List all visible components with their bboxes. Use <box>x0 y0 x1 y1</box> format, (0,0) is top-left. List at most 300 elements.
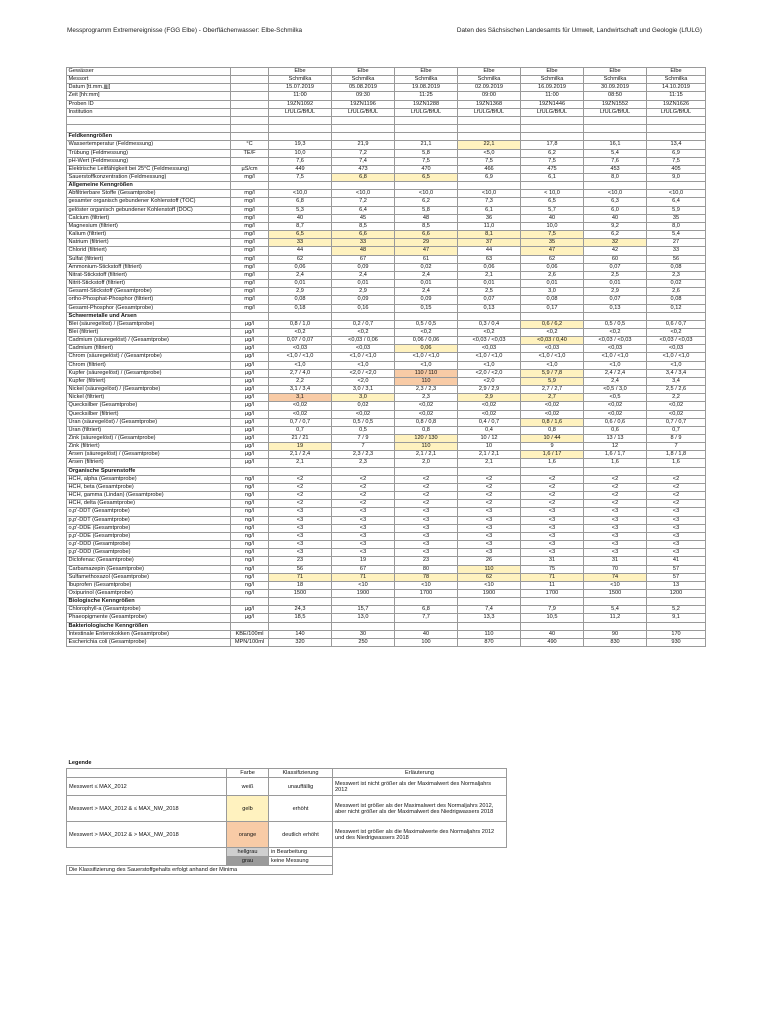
parameter-label: Zink (säuregelöst) / (Gesamtprobe) <box>67 435 231 443</box>
legend-table <box>66 757 507 875</box>
value-cell: 0,17 <box>521 304 584 312</box>
value-cell: LfULG/BfUL <box>458 108 521 116</box>
row-label: Gewässer <box>67 68 231 76</box>
parameter-label: Uran (säuregelöst) / (Gesamtprobe) <box>67 418 231 426</box>
value-cell: <3 <box>332 532 395 540</box>
unit-cell: mg/l <box>231 206 269 214</box>
value-cell: 74 <box>584 573 647 581</box>
value-cell: 5,2 <box>647 606 706 614</box>
value-cell: <2 <box>647 475 706 483</box>
value-cell: 0,02 <box>647 280 706 288</box>
parameter-label: Nickel (filtriert) <box>67 394 231 402</box>
value-cell: <3 <box>647 532 706 540</box>
value-cell: <3 <box>647 524 706 532</box>
value-cell: <3 <box>395 549 458 557</box>
value-cell: Schmilka <box>395 76 458 84</box>
value-cell: <3 <box>521 541 584 549</box>
value-cell: <0,03 <box>521 345 584 353</box>
value-cell: 14.10.2019 <box>647 84 706 92</box>
value-cell: <1,0 / <1,0 <box>521 353 584 361</box>
value-cell: 19ZN1368 <box>458 100 521 108</box>
section-title: Organische Spurenstoffe <box>67 467 231 475</box>
table-row <box>67 231 706 239</box>
value-cell: <0,03 / 0,40 <box>521 337 584 345</box>
value-cell: 120 / 130 <box>395 435 458 443</box>
row-label: Messort <box>67 76 231 84</box>
value-cell: 0,5 <box>332 426 395 434</box>
table-row <box>67 606 706 614</box>
value-cell: 71 <box>521 573 584 581</box>
value-cell: 19 <box>332 557 395 565</box>
parameter-label: Quecksilber (filtriert) <box>67 410 231 418</box>
value-cell: 2,4 / 2,4 <box>584 369 647 377</box>
value-cell: 0,06 <box>458 263 521 271</box>
table-row <box>67 328 706 336</box>
value-cell: LfULG/BfUL <box>521 108 584 116</box>
value-cell: 56 <box>647 255 706 263</box>
table-row <box>67 541 706 549</box>
value-cell: <0,2 <box>332 328 395 336</box>
value-cell: <3 <box>458 549 521 557</box>
value-cell: 19ZN1552 <box>584 100 647 108</box>
value-cell: 44 <box>269 247 332 255</box>
value-cell: <0,02 <box>647 410 706 418</box>
value-cell: <3 <box>584 541 647 549</box>
value-cell: <0,03 <box>269 345 332 353</box>
parameter-label: Ibuprofen (Gesamtprobe) <box>67 581 231 589</box>
section-title: Bakteriologische Kenngrößen <box>67 622 231 630</box>
value-cell: <3 <box>332 508 395 516</box>
value-cell: 35 <box>647 214 706 222</box>
legend-class: deutlich erhöht <box>269 822 333 848</box>
value-cell: 0,01 <box>269 280 332 288</box>
value-cell: 13,4 <box>647 141 706 149</box>
header-right: Daten des Sächsischen Landesamts für Umwelt, Landwirtschaft und Geologie (LfULG) <box>456 27 702 34</box>
value-cell: <0,02 <box>458 410 521 418</box>
value-cell: <0,02 <box>521 402 584 410</box>
unit-cell: µg/l <box>231 402 269 410</box>
value-cell: 6,6 <box>332 231 395 239</box>
value-cell: <3 <box>269 524 332 532</box>
value-cell: <3 <box>395 532 458 540</box>
parameter-label: Diclofenac (Gesamtprobe) <box>67 557 231 565</box>
unit-cell <box>231 76 269 84</box>
value-cell: 08:50 <box>584 92 647 100</box>
table-row <box>67 337 706 345</box>
legend-row <box>67 796 507 822</box>
value-cell: 2,1 / 2,1 <box>458 451 521 459</box>
section-header <box>67 312 706 320</box>
meta-row <box>67 68 706 76</box>
value-cell: 250 <box>332 638 395 646</box>
value-cell: Elbe <box>395 68 458 76</box>
value-cell: 5,8 <box>395 149 458 157</box>
parameter-label: p,p'-DDD (Gesamtprobe) <box>67 549 231 557</box>
value-cell: 6,3 <box>584 198 647 206</box>
value-cell: <2,0 <box>332 377 395 385</box>
unit-cell: mg/l <box>231 263 269 271</box>
value-cell: 11:25 <box>395 92 458 100</box>
value-cell: <2 <box>269 492 332 500</box>
value-cell: 0,18 <box>269 304 332 312</box>
parameter-label: Chrom (filtriert) <box>67 361 231 369</box>
parameter-label: Abfiltrierbare Stoffe (Gesamtprobe) <box>67 190 231 198</box>
value-cell: 0,01 <box>395 280 458 288</box>
table-row <box>67 222 706 230</box>
unit-cell <box>231 108 269 116</box>
value-cell: 2,9 <box>584 288 647 296</box>
value-cell: 30 <box>332 630 395 638</box>
value-cell: 6,5 <box>269 231 332 239</box>
value-cell: 3,4 / 3,4 <box>647 369 706 377</box>
value-cell: 21,1 <box>395 141 458 149</box>
value-cell: <2 <box>332 475 395 483</box>
value-cell: <2 <box>584 483 647 491</box>
value-cell: 0,5 / 0,5 <box>332 418 395 426</box>
value-cell: 12 <box>584 443 647 451</box>
value-cell: 7,5 <box>269 174 332 182</box>
unit-cell: µg/l <box>231 614 269 622</box>
value-cell: <10,0 <box>584 190 647 198</box>
value-cell: 24,3 <box>269 606 332 614</box>
value-cell: 18,5 <box>269 614 332 622</box>
value-cell: 7,2 <box>332 198 395 206</box>
value-cell: 3,0 / 3,1 <box>332 386 395 394</box>
value-cell: 0,16 <box>332 304 395 312</box>
unit-cell: mg/l <box>231 214 269 222</box>
value-cell: 6,6 <box>395 231 458 239</box>
table-row <box>67 483 706 491</box>
parameter-label: p,p'-DDT (Gesamtprobe) <box>67 516 231 524</box>
parameter-label: Kalium (filtriert) <box>67 231 231 239</box>
value-cell: 6,2 <box>395 198 458 206</box>
parameter-label: Kupfer (säuregelöst) / (Gesamtprobe) <box>67 369 231 377</box>
legend-class: in Bearbeitung <box>269 848 333 857</box>
value-cell: <10,0 <box>647 190 706 198</box>
legend-extra-row <box>67 848 507 857</box>
value-cell: 70 <box>584 565 647 573</box>
value-cell: 870 <box>458 638 521 646</box>
value-cell: 470 <box>395 165 458 173</box>
value-cell: 320 <box>269 638 332 646</box>
value-cell: 16,1 <box>584 141 647 149</box>
legend-extra-row <box>67 857 507 866</box>
value-cell: <0,03 / 0,06 <box>332 337 395 345</box>
table-row <box>67 345 706 353</box>
value-cell: 110 / 110 <box>395 369 458 377</box>
value-cell: 13 / 13 <box>584 435 647 443</box>
value-cell: 13,3 <box>458 614 521 622</box>
value-cell: 18 <box>269 581 332 589</box>
table-row <box>67 573 706 581</box>
value-cell: <2,0 / <2,0 <box>332 369 395 377</box>
value-cell: 6,1 <box>521 174 584 182</box>
value-cell: 61 <box>395 255 458 263</box>
value-cell: 5,4 <box>647 231 706 239</box>
value-cell: 0,09 <box>395 296 458 304</box>
value-cell: <2 <box>647 500 706 508</box>
parameter-label: Chlorid (filtriert) <box>67 247 231 255</box>
table-row <box>67 369 706 377</box>
value-cell: <2 <box>647 492 706 500</box>
value-cell: 33 <box>647 247 706 255</box>
value-cell: 2,5 <box>458 288 521 296</box>
value-cell: 2,9 / 2,9 <box>458 386 521 394</box>
table-row <box>67 386 706 394</box>
value-cell: 0,6 / 6,2 <box>521 320 584 328</box>
parameter-label: Zink (filtriert) <box>67 443 231 451</box>
value-cell: 19 <box>269 443 332 451</box>
unit-cell: µg/l <box>231 426 269 434</box>
value-cell: 6,8 <box>332 174 395 182</box>
value-cell: <10 <box>584 581 647 589</box>
value-cell: 19ZN1196 <box>332 100 395 108</box>
unit-cell: µg/l <box>231 377 269 385</box>
parameter-label: Arsen (säuregelöst) / (Gesamtprobe) <box>67 451 231 459</box>
table-row <box>67 508 706 516</box>
value-cell: 6,2 <box>521 149 584 157</box>
value-cell: 16.09.2019 <box>521 84 584 92</box>
value-cell: 3,0 <box>521 288 584 296</box>
unit-cell: ng/l <box>231 557 269 565</box>
value-cell: 7 / 9 <box>332 435 395 443</box>
value-cell: 02.09.2019 <box>458 84 521 92</box>
value-cell: 2,1 <box>458 271 521 279</box>
value-cell: 2,6 <box>647 288 706 296</box>
value-cell: 5,3 <box>269 206 332 214</box>
value-cell: <1,0 <box>521 361 584 369</box>
value-cell: 75 <box>521 565 584 573</box>
unit-cell: ng/l <box>231 573 269 581</box>
parameter-label: Elektrische Leitfähigkeit bei 25°C (Feldmessung) <box>67 165 231 173</box>
unit-cell: TE/F <box>231 149 269 157</box>
value-cell: 140 <box>269 630 332 638</box>
value-cell: <3 <box>521 508 584 516</box>
value-cell: 6,8 <box>269 198 332 206</box>
table-row <box>67 247 706 255</box>
value-cell: <10,0 <box>395 190 458 198</box>
value-cell: 2,9 <box>332 288 395 296</box>
value-cell: <5,0 <box>458 149 521 157</box>
parameter-label: pH-Wert (Feldmessung) <box>67 157 231 165</box>
value-cell: 05.08.2019 <box>332 84 395 92</box>
value-cell: 44 <box>458 247 521 255</box>
unit-cell: µg/l <box>231 459 269 467</box>
value-cell: <0,03 / <0,03 <box>584 337 647 345</box>
value-cell: <0,5 / 3,0 <box>584 386 647 394</box>
unit-cell: µg/l <box>231 410 269 418</box>
unit-cell: mg/l <box>231 271 269 279</box>
value-cell: 2,2 <box>647 394 706 402</box>
value-cell: <10,0 <box>269 190 332 198</box>
unit-cell: µg/l <box>231 443 269 451</box>
value-cell: 6,4 <box>332 206 395 214</box>
value-cell: 27 <box>647 239 706 247</box>
row-label: Institution <box>67 108 231 116</box>
value-cell: 10 / 12 <box>458 435 521 443</box>
value-cell: 7,5 <box>647 157 706 165</box>
value-cell: 40 <box>269 214 332 222</box>
value-cell: Schmilka <box>332 76 395 84</box>
value-cell: < 10,0 <box>521 190 584 198</box>
table-row <box>67 451 706 459</box>
value-cell: 0,7 <box>269 426 332 434</box>
value-cell: <0,02 <box>332 410 395 418</box>
value-cell: 1500 <box>269 589 332 597</box>
parameter-label: Blei (säuregelöst) / (Gesamtprobe) <box>67 320 231 328</box>
table-row <box>67 492 706 500</box>
legend-note: Die Klassifizierung des Sauerstoffgehalts erfolgt anhand der Minima <box>67 866 333 875</box>
meta-row <box>67 84 706 92</box>
value-cell: <3 <box>395 516 458 524</box>
value-cell: 1900 <box>458 589 521 597</box>
value-cell: 48 <box>332 247 395 255</box>
table-row <box>67 549 706 557</box>
parameter-label: HCH, alpha (Gesamtprobe) <box>67 475 231 483</box>
unit-cell: µg/l <box>231 345 269 353</box>
table-row <box>67 353 706 361</box>
unit-cell: µg/l <box>231 369 269 377</box>
value-cell: 10 / 44 <box>521 435 584 443</box>
value-cell: <0,02 <box>269 410 332 418</box>
value-cell: 1700 <box>521 589 584 597</box>
unit-cell <box>231 100 269 108</box>
value-cell: 0,01 <box>521 280 584 288</box>
value-cell: 21,9 <box>332 141 395 149</box>
value-cell: 11:15 <box>647 92 706 100</box>
table-row <box>67 638 706 646</box>
parameter-label: Carbamazepin (Gesamtprobe) <box>67 565 231 573</box>
value-cell: <3 <box>584 549 647 557</box>
value-cell: 0,08 <box>647 263 706 271</box>
value-cell: <3 <box>332 516 395 524</box>
unit-cell: KBE/100ml <box>231 630 269 638</box>
value-cell: 2,4 <box>269 271 332 279</box>
value-cell: LfULG/BfUL <box>269 108 332 116</box>
unit-cell: ng/l <box>231 541 269 549</box>
value-cell: <1,0 / <1,0 <box>647 353 706 361</box>
value-cell: 8,1 <box>458 231 521 239</box>
value-cell: <2 <box>521 500 584 508</box>
table-row <box>67 475 706 483</box>
value-cell: 19ZN1288 <box>395 100 458 108</box>
value-cell: 0,4 <box>458 426 521 434</box>
value-cell: 26 <box>458 557 521 565</box>
value-cell: <0,03 / <0,03 <box>458 337 521 345</box>
value-cell: <2 <box>332 500 395 508</box>
value-cell: 7,6 <box>584 157 647 165</box>
value-cell: 1,6 <box>647 459 706 467</box>
value-cell: 40 <box>521 214 584 222</box>
value-cell: 0,08 <box>269 296 332 304</box>
table-row <box>67 565 706 573</box>
table-row <box>67 288 706 296</box>
unit-cell: µg/l <box>231 337 269 345</box>
value-cell: 2,4 <box>332 271 395 279</box>
value-cell: <3 <box>584 516 647 524</box>
value-cell: <3 <box>395 524 458 532</box>
value-cell: 2,3 / 2,3 <box>395 386 458 394</box>
meta-row <box>67 76 706 84</box>
parameter-label: Quecksilber (Gesamtprobe) <box>67 402 231 410</box>
value-cell: 0,7 / 0,7 <box>269 418 332 426</box>
value-cell: <2 <box>458 492 521 500</box>
parameter-label: HCH, gamma (Lindan) (Gesamtprobe) <box>67 492 231 500</box>
value-cell: 0,7 <box>647 426 706 434</box>
parameter-label: Trübung (Feldmessung) <box>67 149 231 157</box>
value-cell: <2 <box>395 500 458 508</box>
section-title: Schwermetalle und Arsen <box>67 312 231 320</box>
section-title: Biologische Kenngrößen <box>67 598 231 606</box>
value-cell: 100 <box>395 638 458 646</box>
value-cell: 2,1 / 2,1 <box>395 451 458 459</box>
value-cell: 6,8 <box>395 606 458 614</box>
value-cell: 11:00 <box>521 92 584 100</box>
value-cell: 48 <box>395 214 458 222</box>
value-cell: 0,2 / 0,7 <box>332 320 395 328</box>
table-row <box>67 402 706 410</box>
value-cell: 2,9 <box>269 288 332 296</box>
value-cell: 78 <box>395 573 458 581</box>
parameter-label: Gesamt-Phosphor (Gesamtprobe) <box>67 304 231 312</box>
value-cell: 2,3 <box>332 459 395 467</box>
value-cell: <2,0 / <2,0 <box>458 369 521 377</box>
value-cell: <2 <box>395 475 458 483</box>
parameter-label: Wassertemperatur (Feldmessung) <box>67 141 231 149</box>
value-cell: 0,06 / 0,06 <box>395 337 458 345</box>
value-cell: 0,8 <box>521 426 584 434</box>
unit-cell: ng/l <box>231 589 269 597</box>
value-cell: 2,4 <box>584 377 647 385</box>
table-row <box>67 141 706 149</box>
value-cell: 71 <box>332 573 395 581</box>
value-cell: <0,03 <box>332 345 395 353</box>
table-row <box>67 377 706 385</box>
value-cell: 5,7 <box>521 206 584 214</box>
unit-cell: ng/l <box>231 549 269 557</box>
unit-cell <box>231 157 269 165</box>
value-cell: 21 / 21 <box>269 435 332 443</box>
unit-cell: mg/l <box>231 247 269 255</box>
value-cell: 2,4 <box>395 288 458 296</box>
value-cell: 0,8 / 1,6 <box>521 418 584 426</box>
value-cell: 7,4 <box>458 606 521 614</box>
value-cell: 0,08 <box>521 296 584 304</box>
value-cell: 0,07 <box>458 296 521 304</box>
value-cell: 9,2 <box>584 222 647 230</box>
table-row <box>67 581 706 589</box>
value-cell: Elbe <box>458 68 521 76</box>
parameter-label: Nitrat-Stickstoff (filtriert) <box>67 271 231 279</box>
meta-row <box>67 100 706 108</box>
value-cell: <3 <box>269 532 332 540</box>
value-cell: <2 <box>584 492 647 500</box>
table-row <box>67 165 706 173</box>
value-cell: <0,2 <box>458 328 521 336</box>
value-cell: <0,03 <box>584 345 647 353</box>
value-cell: 0,09 <box>332 263 395 271</box>
section-header <box>67 467 706 475</box>
parameter-label: Sauerstoffkonzentration (Feldmessung) <box>67 174 231 182</box>
value-cell: <3 <box>521 516 584 524</box>
value-cell: <2 <box>458 475 521 483</box>
unit-cell: mg/l <box>231 255 269 263</box>
unit-cell: µg/l <box>231 394 269 402</box>
unit-cell: µg/l <box>231 451 269 459</box>
value-cell: 2,7 / 4,0 <box>269 369 332 377</box>
parameter-label: Sulfat (filtriert) <box>67 255 231 263</box>
value-cell: 90 <box>584 630 647 638</box>
